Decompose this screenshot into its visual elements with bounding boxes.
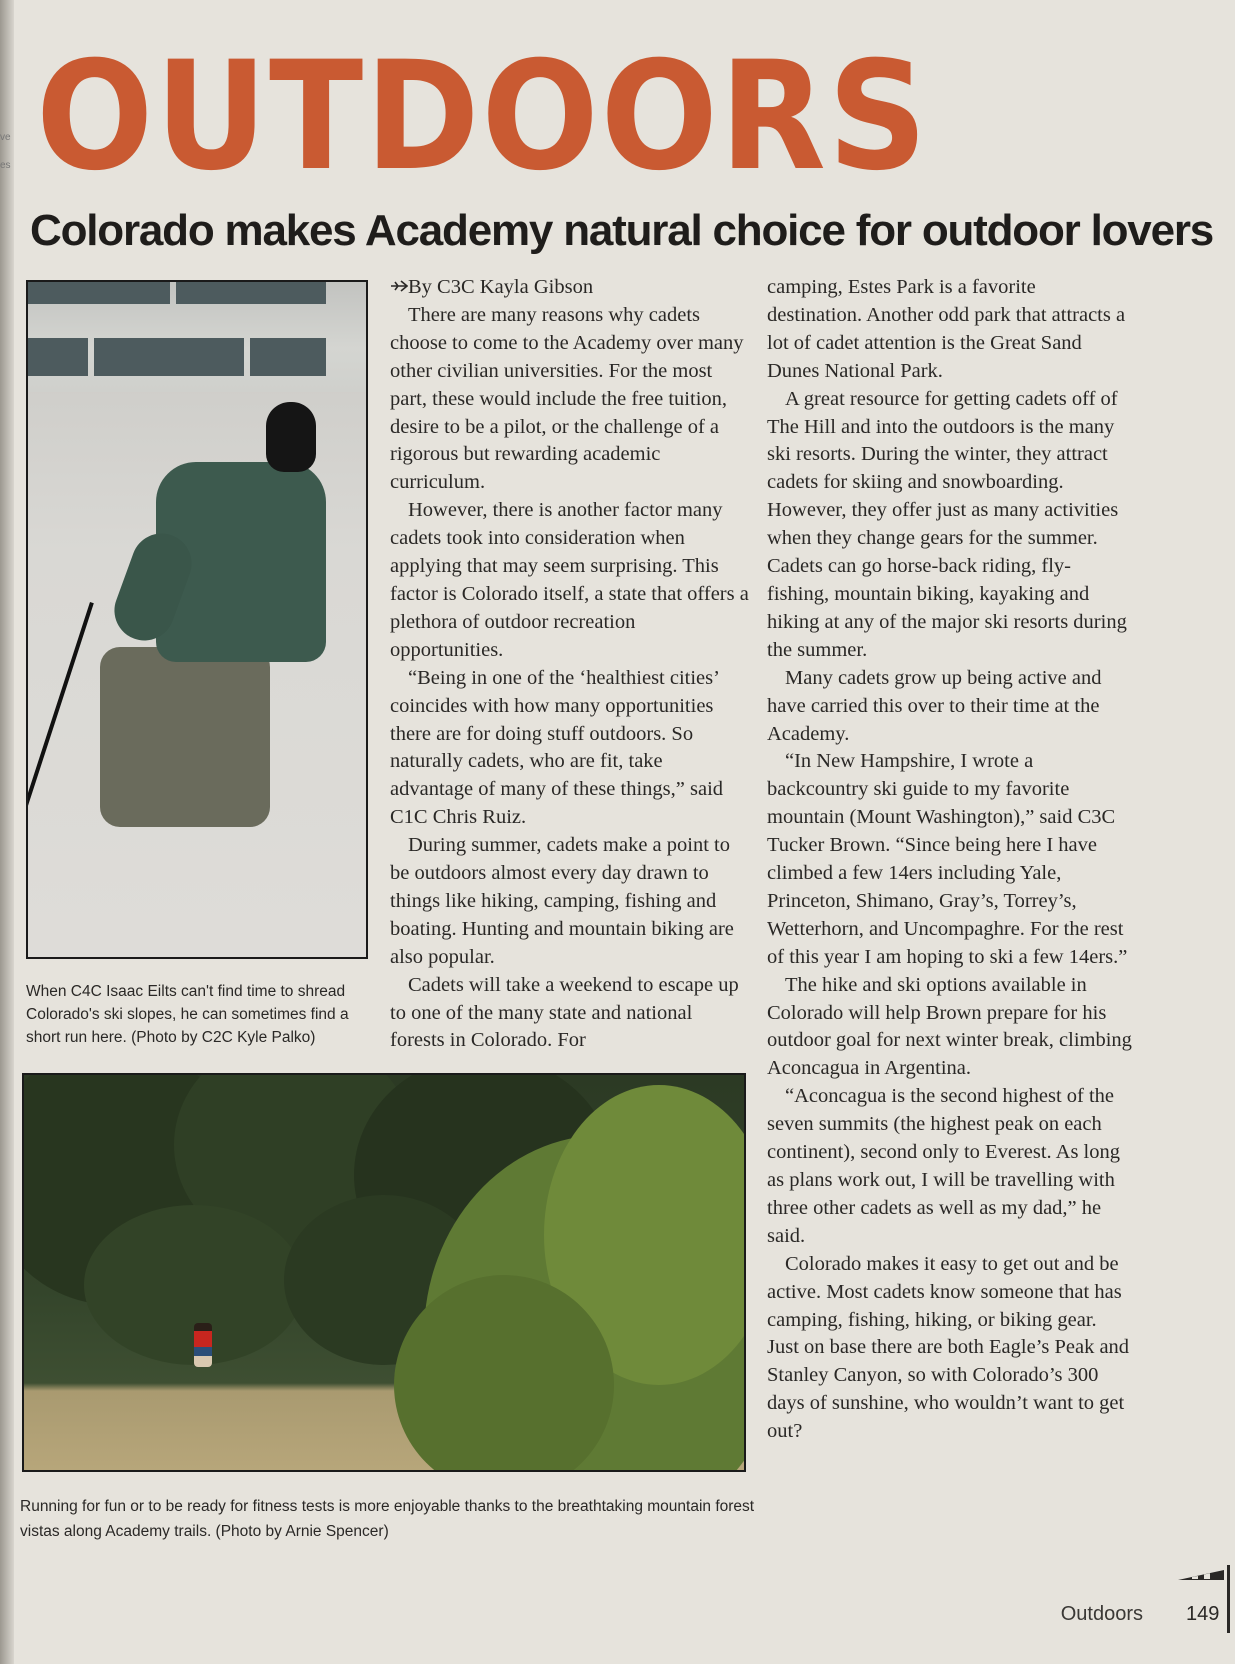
- article-paragraph-continuation: camping, Estes Park is a favorite destination. Another odd park that attracts a lot of cadet attention is the Great Sand Dunes National Park.: [767, 276, 1126, 382]
- page-number: 149: [1186, 1603, 1220, 1625]
- article-paragraph: During summer, cadets make a point to be outdoors almost every day drawn to things like hiking, camping, fishing and boating. Hunting and mountain biking are also popular.: [390, 834, 734, 968]
- page-title: OUTDOORS: [36, 30, 930, 204]
- byline: [390, 274, 750, 302]
- windsock-flag-icon: [1178, 1566, 1226, 1584]
- article-paragraph: Many cadets grow up being active and have carried this over to their time at the Academy.: [767, 666, 1102, 745]
- gutter-fragment-top: ve: [0, 132, 11, 143]
- byline-text: By C3C Kayla Gibson: [408, 276, 594, 298]
- airplane-icon: [390, 279, 408, 293]
- runner-figure: [194, 1323, 212, 1367]
- page-subtitle: Colorado makes Academy natural choice for outdoor lovers: [30, 206, 1214, 255]
- footer-section-label: Outdoors: [1060, 1603, 1143, 1625]
- gutter-fragment-bottom: es: [0, 160, 11, 171]
- photo-building: [28, 282, 366, 392]
- article-paragraph: “Being in one of the ‘healthiest cities’ coincides with how many opportunities there are for doing stuff outdoors. So naturally cadets, who are fit, take advantage of many of these things,” said C1C Chris Ruiz.: [390, 666, 724, 829]
- article-paragraph: “In New Hampshire, I wrote a backcountry ski guide to my favorite mountain (Mount Washington),” said C3C Tucker Brown. “Since being here I have climbed a few 14ers including Yale, Princeton, Shimano, Gray’s, Torrey’s, Wetterhorn, and Uncompaghre. For the rest of this year I am hoping to ski a few 14ers.”: [767, 750, 1128, 968]
- article-column-right: [767, 274, 1132, 1446]
- article-paragraph: The hike and ski options available in Colorado will help Brown prepare for his outdoor goal for next winter break, climbing Aconcagua in Argentina.: [767, 973, 1132, 1080]
- photo-caption-top: When C4C Isaac Eilts can't find time to shread Colorado's ski slopes, he can sometimes find a short run here. (Photo by C2C Kyle Palko): [26, 983, 349, 1046]
- article-paragraph: Colorado makes it easy to get out and be active. Most cadets know someone that has camping, fishing, hiking, or biking gear. Just on base there are both Eagle’s Peak and Stanley Canyon, so with Colorado’s 300 days of sunshine, who wouldn’t want to get out?: [767, 1252, 1130, 1443]
- runner-forest-photo: [22, 1073, 746, 1472]
- photo-caption-bottom: Running for fun or to be ready for fitness tests is more enjoyable thanks to the breathtaking mountain forest vistas along Academy trails. (Photo by Arnie Spencer): [20, 1498, 755, 1540]
- article-paragraph: A great resource for getting cadets off of The Hill and into the outdoors is the many ski resorts. During the winter, they attract cadets for skiing and snowboarding. However, they offer just as many activities when they change gears for the summer. Cadets can go horse-back riding, fly-fishing, mountain biking, kayaking and hiking at any of the major ski resorts during the summer.: [767, 387, 1127, 661]
- footer-rule: [1227, 1565, 1230, 1633]
- article-paragraph: Cadets will take a weekend to escape up to one of the many state and national forests in Colorado. For: [390, 973, 739, 1052]
- page-binding-shadow: [0, 0, 14, 1664]
- article-paragraph: “Aconcagua is the second highest of the seven summits (the highest peak on each continent), second only to Everest. As long as plans work out, I will be travelling with three other cadets as well as my dad,” he said.: [767, 1085, 1120, 1247]
- article-column-left: [390, 274, 750, 1055]
- article-paragraph: However, there is another factor many cadets took into consideration when applying that may seem surprising. This factor is Colorado itself, a state that offers a plethora of outdoor recreation opportunities.: [390, 499, 749, 661]
- snowboarder-photo: [26, 280, 368, 959]
- article-paragraph: There are many reasons why cadets choose to come to the Academy over many other civilian universities. For the most part, these would include the free tuition, desire to be a pilot, or the challenge of a rigorous but rewarding academic curriculum.: [390, 303, 744, 494]
